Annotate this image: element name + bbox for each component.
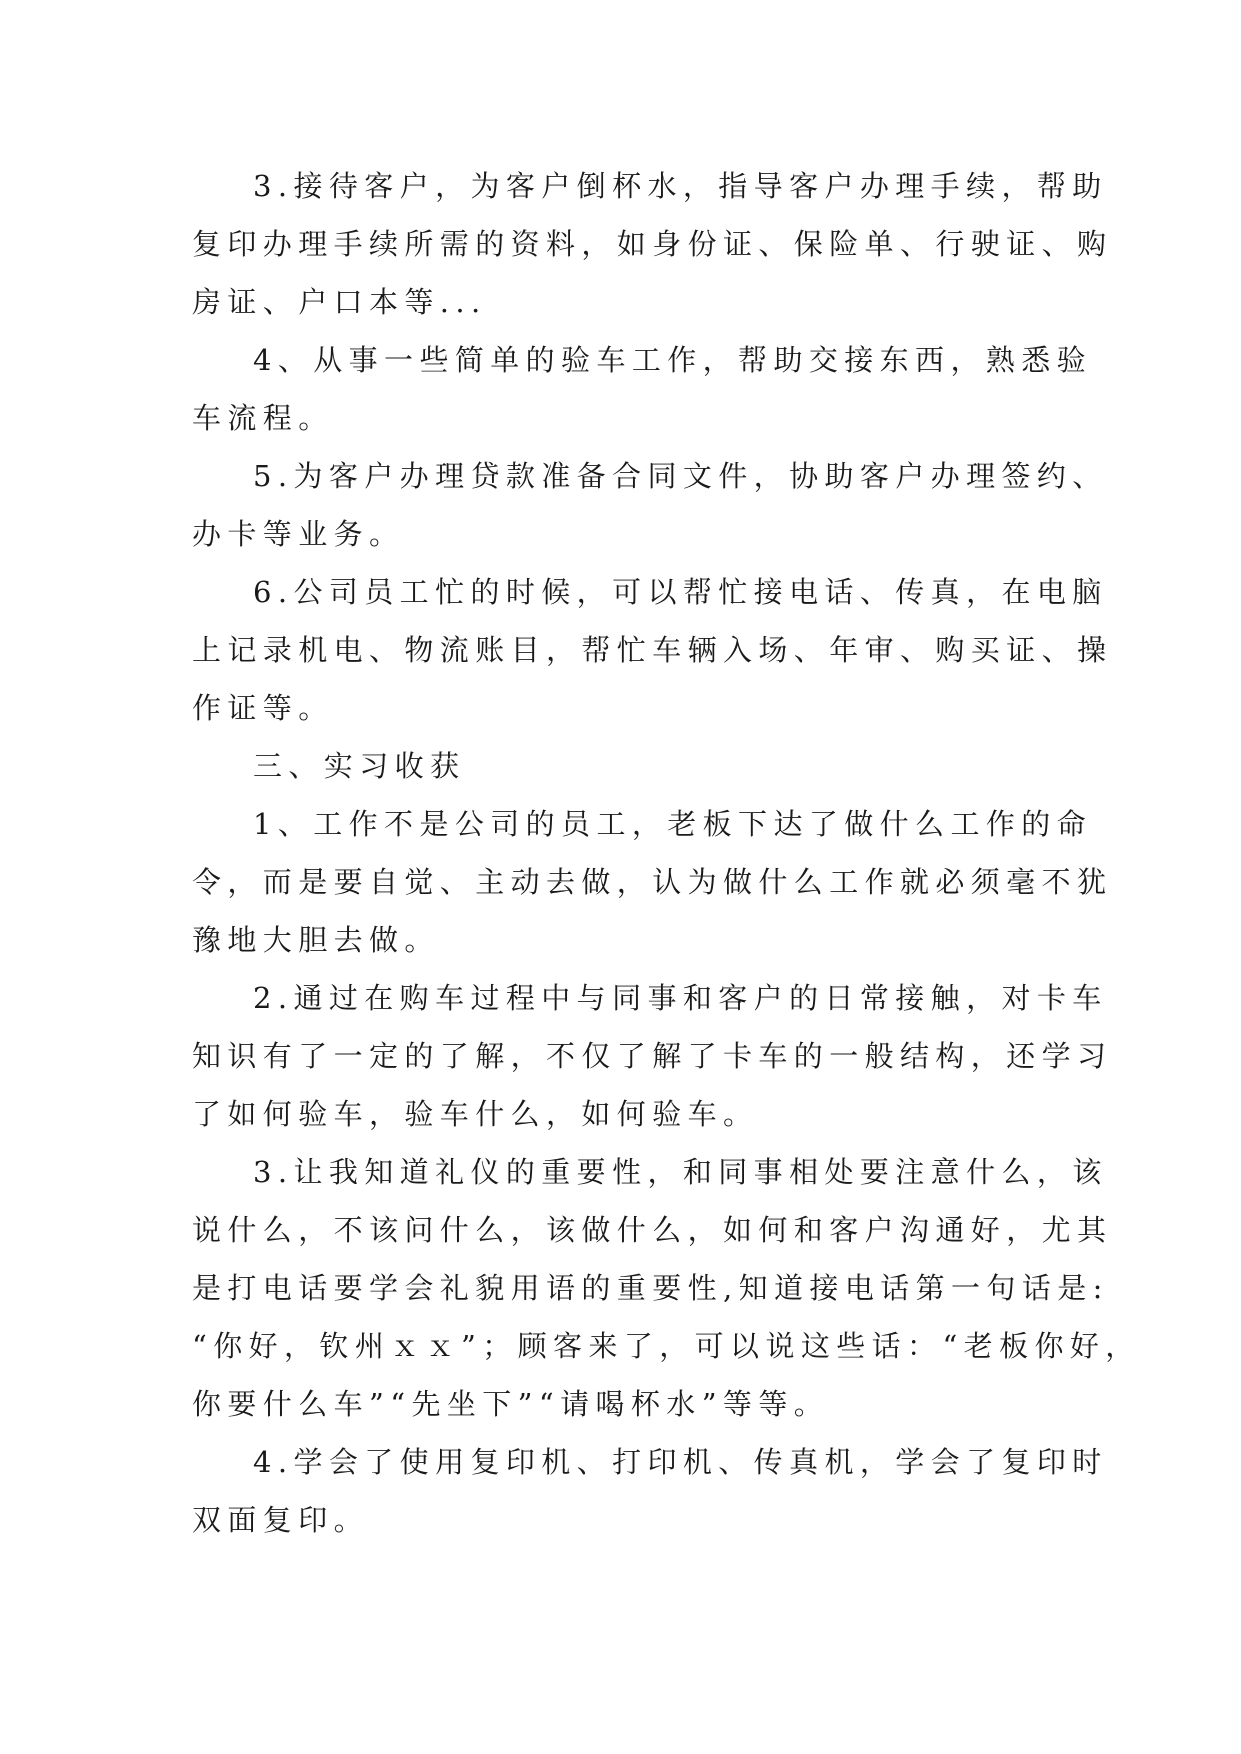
text-line: “你好，钦州ｘｘ”；顾客来了，可以说这些话：“老板你好， (192, 1329, 1141, 1363)
text-line: 2.通过在购车过程中与同事和客户的日常接触，对卡车 (253, 981, 1108, 1015)
text-line: 办卡等业务。 (192, 517, 405, 551)
text-line: 车流程。 (192, 401, 334, 435)
text-line: 房证、户口本等... (192, 285, 487, 319)
text-line: 上记录机电、物流账目，帮忙车辆入场、年审、购买证、操 (192, 633, 1113, 667)
text-line: 4.学会了使用复印机、打印机、传真机，学会了复印时 (253, 1445, 1108, 1479)
text-line: 知识有了一定的了解，不仅了解了卡车的一般结构，还学习 (192, 1039, 1113, 1073)
text-line: 了如何验车，验车什么，如何验车。 (192, 1097, 759, 1131)
section-heading: 三、实习收获 (253, 749, 466, 783)
text-line: 复印办理手续所需的资料，如身份证、保险单、行驶证、购 (192, 227, 1113, 261)
text-line: 令，而是要自觉、主动去做，认为做什么工作就必须毫不犹 (192, 865, 1113, 899)
text-line: 3.接待客户，为客户倒杯水，指导客户办理手续，帮助 (253, 169, 1108, 203)
text-line: 双面复印。 (192, 1503, 370, 1537)
text-line: 1、工作不是公司的员工，老板下达了做什么工作的命 (253, 807, 1093, 841)
text-line: 是打电话要学会礼貌用语的重要性,知道接电话第一句话是: (192, 1271, 1109, 1305)
text-line: 5.为客户办理贷款准备合同文件，协助客户办理签约、 (253, 459, 1108, 493)
text-line: 6.公司员工忙的时候，可以帮忙接电话、传真，在电脑 (253, 575, 1108, 609)
text-line: 说什么，不该问什么，该做什么，如何和客户沟通好，尤其 (192, 1213, 1113, 1247)
text-line: 作证等。 (192, 691, 334, 725)
text-line: 4、从事一些简单的验车工作，帮助交接东西，熟悉验 (253, 343, 1093, 377)
text-line: 3.让我知道礼仪的重要性，和同事相处要注意什么，该 (253, 1155, 1108, 1189)
text-line: 你要什么车”“先坐下”“请喝杯水”等等。 (192, 1387, 830, 1421)
text-line: 豫地大胆去做。 (192, 923, 440, 957)
